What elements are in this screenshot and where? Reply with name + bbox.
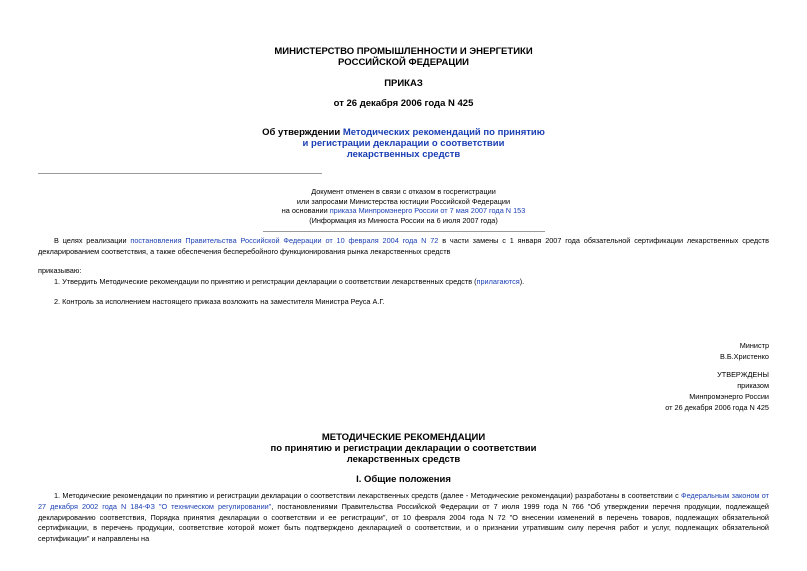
signature-title: Министр (739, 341, 769, 350)
annex-title-line-1: МЕТОДИЧЕСКИЕ РЕКОМЕНДАЦИИ (321, 432, 486, 443)
preamble-suffix: в части замены с 1 января 2007 года обязательной сертификации лекарственных средств декларированием соответствия, а также обеспечения бесперебойного функционирования рынка лекарственных средств (38, 236, 770, 256)
annex-title-line-2: по принятию и регистрации декларации о соответствии (270, 443, 537, 454)
cancel-note-line-2: или запросами Министерства юстиции Российской Федерации (296, 196, 511, 206)
item1-prefix: 1. Утвердить Методические рекомендации по принятию и регистрации декларации о соответствии лекарственных средств ( (54, 277, 477, 286)
annex-link[interactable]: прилагаются (476, 277, 520, 286)
order-item-1 (38, 277, 769, 288)
subject-line-1 (0, 127, 807, 138)
cancel-note-prefix: на основании (281, 206, 330, 215)
approval-line-1: УТВЕРЖДЕНЫ (717, 370, 769, 379)
ministry-line-1: МИНИСТЕРСТВО ПРОМЫШЛЕННОСТИ И ЭНЕРГЕТИКИ (274, 46, 533, 57)
preamble-prefix: В целях реализации (54, 236, 131, 245)
signature-name: В.Б.Христенко (719, 352, 769, 361)
section-heading: I. Общие положения (356, 474, 451, 485)
resolution-link[interactable]: постановления Правительства Российской Федерации от 10 февраля 2004 года N 72 (130, 236, 439, 245)
cancel-note-line-4: (Информация из Минюста России на 6 июля 2007 года) (309, 215, 498, 225)
divider-center (263, 231, 545, 232)
approval-line-3: Минпромэнерго России (689, 392, 769, 401)
cancel-note (0, 187, 807, 225)
divider-short (38, 173, 322, 174)
subject-link[interactable]: Методических рекомендаций по принятию (342, 127, 545, 138)
cancel-note-line-3 (0, 206, 807, 216)
annex-paragraph-1 (38, 491, 769, 545)
federal-law-link[interactable]: Федеральным законом от 27 декабря 2002 года N 184-ФЗ "О техническом регулировании" (38, 491, 769, 511)
item1-suffix: ). (519, 277, 525, 286)
approval-block (665, 369, 769, 413)
approval-line-2: приказом (737, 381, 769, 390)
cancel-note-line-1: Документ отменен в связи с отказом в госрегистрации (311, 187, 496, 196)
order-item-2: 2. Контроль за исполнением настоящего приказа возложить на заместителя Министра Реуса А.Г. (54, 297, 385, 306)
approval-line-4: от 26 декабря 2006 года N 425 (665, 403, 769, 412)
subject-link-line-2[interactable]: и регистрации декларации о соответствии (302, 138, 505, 149)
ministry-line-2: РОССИЙСКОЙ ФЕДЕРАЦИИ (337, 57, 469, 68)
subject-prefix: Об утверждении (262, 127, 343, 138)
preamble-paragraph (38, 236, 769, 258)
p1-part-b: , постановлениями Правительства Российской Федерации от 7 июля 1999 года N 766 "Об утверждении перечня продукции, подлежащей декларированию соответствия, Порядка принятия декларации о соответствии и ее регистрации", от 10 февраля 2004 года N 72 "О внесении изменений в перечень товаров, подлежащих обязательной сертификации, в перечень продукции, соответствие которой может быть подтверждено декларацией о соответствии, и о признании утратившим силу перечня работ и услуг, подлежащих обязательной сертификации" и направлены на (38, 501, 769, 544)
doc-type: ПРИКАЗ (384, 78, 423, 89)
annex-title-line-3: лекарственных средств (346, 454, 461, 465)
order-word: приказываю: (38, 266, 82, 275)
p1-part-a: 1. Методические рекомендации по принятию и регистрации декларации о соответствии лекарственных средств (далее - Методические рекомендации) разработаны в соответствии с (54, 491, 682, 500)
subject-link-line-3[interactable]: лекарственных средств (346, 149, 461, 160)
doc-date-number: от 26 декабря 2006 года N 425 (333, 98, 474, 109)
cancel-order-link[interactable]: приказа Минпромэнерго России от 7 мая 2007 года N 153 (329, 206, 526, 215)
doc-subject (0, 127, 807, 160)
ministry-name (0, 46, 807, 68)
annex-title (0, 432, 807, 465)
signature-block (720, 340, 769, 362)
